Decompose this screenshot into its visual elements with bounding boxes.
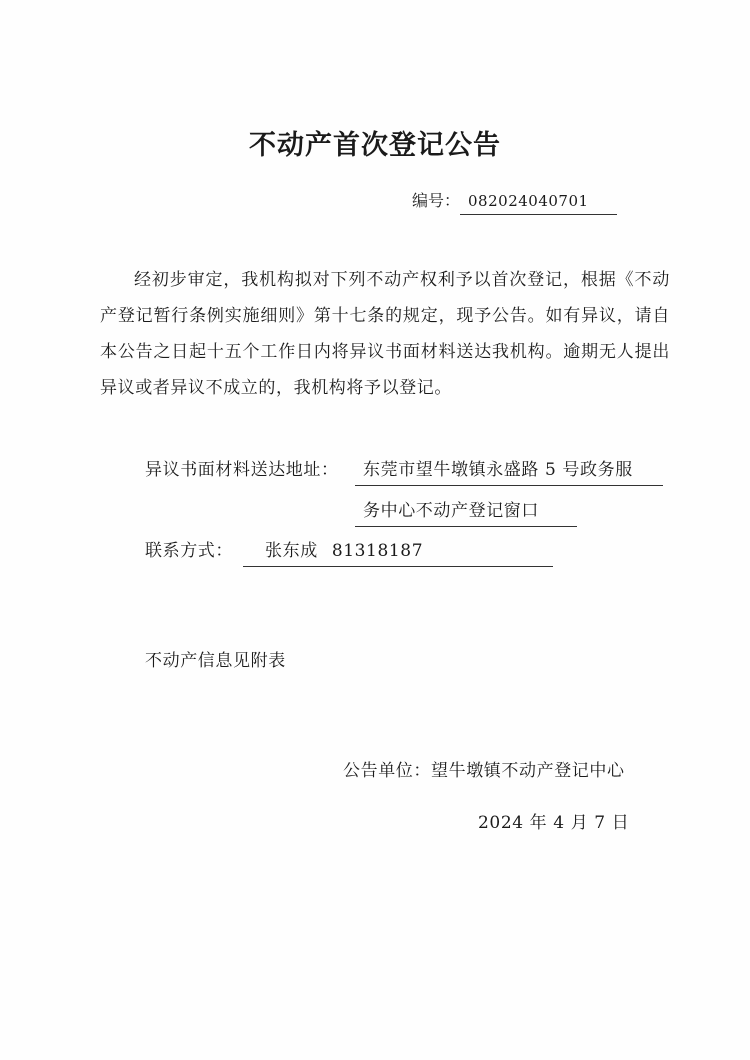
objection-address-line1: 东莞市望牛墩镇永盛路 5 号政务服 [355, 455, 663, 486]
document-number-label: 编号： [412, 191, 461, 210]
issuing-unit: 公告单位：望牛墩镇不动产登记中心 [343, 761, 625, 781]
contact-label: 联系方式： [145, 541, 233, 561]
property-info-note: 不动产信息见附表 [145, 651, 286, 671]
document-number-value: 082024040701 [460, 188, 617, 215]
document-title: 不动产首次登记公告 [249, 130, 501, 161]
objection-address-line2: 务中心不动产登记窗口 [355, 496, 577, 527]
contact-value [243, 536, 553, 567]
document-number [412, 188, 617, 215]
issue-date: 2024 年 4 月 7 日 [478, 813, 630, 833]
objection-address-label: 异议书面材料送达地址： [145, 460, 339, 480]
contact-name: 张东成 [265, 541, 318, 561]
announcement-body: 经初步审定，我机构拟对下列不动产权利予以首次登记，根据《不动产登记暂行条例实施细则》第十七条的规定，现予公告。如有异议，请自本公告之日起十五个工作日内将异议书面材料送达我机构。逾期无人提出异议或者异议不成立的，我机构将予以登记。 [100, 270, 670, 398]
contact-phone: 81318187 [331, 541, 424, 561]
